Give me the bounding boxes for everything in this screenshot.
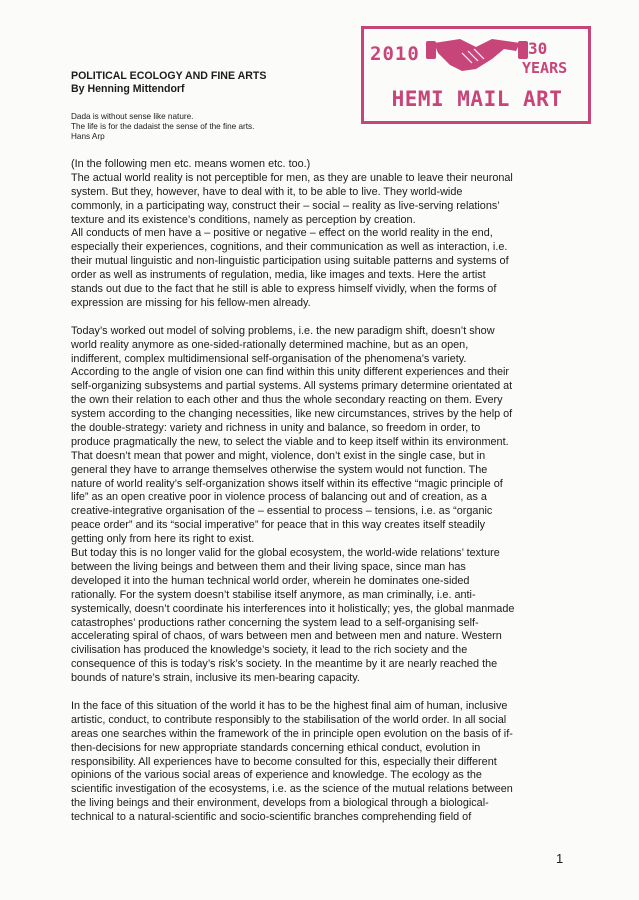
page-number: 1 — [556, 851, 564, 866]
text-line: texture and its existence’s conditions, namely as perception by creation. — [71, 213, 416, 226]
text-line: Today’s worked out model of solving problems, i.e. the new paradigm shift, doesn’t show — [71, 324, 495, 337]
stamp-anniversary-number: 30 — [528, 39, 548, 58]
text-line: developed it into the human technical world order, wherein he dominates one-sided — [71, 574, 470, 587]
text-line: especially their experiences, cognitions, and their communication as well as interaction, i.e. — [71, 241, 508, 254]
text-line: stands out due to the fact that he still is able to express himself vividly, when the forms of — [71, 283, 497, 296]
text-line: peace order” and its “social imperative” for peace that in this way creates itself steadily — [71, 519, 486, 532]
text-line: All conducts of men have a – positive or negative – effect on the world reality in the end, — [71, 227, 493, 240]
text-line: system according to the changing necessities, like new circumstances, strives by the help of — [71, 408, 513, 421]
paragraph — [71, 158, 591, 311]
epigraph — [71, 112, 254, 143]
document-body — [71, 158, 591, 825]
text-line: getting only from here its right to exist. — [71, 533, 255, 546]
text-line: technical to a natural-scientific and socio-scientific branches comprehending field of — [71, 811, 472, 824]
text-line: That doesn’t mean that power and might, violence, don’t exist in the single case, but in — [71, 449, 486, 462]
text-line: order as well as instruments of regulation, media, like images and texts. Here the artist — [71, 269, 486, 282]
text-line: produce pragmatically the new, to select the viable and to keep itself within its environment. — [71, 435, 509, 448]
text-line: creative-integrative organisation of the – essential to process – tensions, i.e. as “organic — [71, 505, 493, 518]
text-line: catastrophes’ productions rather concerning the system lead to a self-organising self- — [71, 616, 479, 629]
document-title: POLITICAL ECOLOGY AND FINE ARTS — [71, 70, 267, 82]
text-line: opinions of the various social areas of experience and knowledge. The ecology as the — [71, 769, 482, 782]
text-line: responsibility. All experiences have to become consulted for this, especially their different — [71, 755, 497, 768]
text-line: areas one searches within the framework of the in principle open evolution on the basis of if- — [71, 727, 513, 740]
text-line: their mutual linguistic and non-linguistic participation using suitable patterns and systems of — [71, 255, 509, 268]
text-line: rationally. For the system doesn’t stabilise itself anymore, as man criminally, i.e. anti- — [71, 588, 476, 601]
paragraph — [71, 700, 591, 825]
text-line: indifferent, complex multidimensional self-organisation of the phenomena’s variety. — [71, 352, 467, 365]
paragraph-gap — [71, 686, 591, 700]
text-line: consequence of this is today’s risk’s society. In the meantime by it are nearly reached the — [71, 658, 498, 671]
text-line: accelerating spiral of chaos, of wars between men and between men and nature. Western — [71, 630, 502, 643]
text-line: scientific investigation of the ecosystems, i.e. as the science of the mutual relations between — [71, 783, 513, 796]
text-line: the living beings and their environment, develops from a biological through a biological- — [71, 797, 489, 810]
stamp-name: HEMI MAIL ART — [391, 87, 563, 111]
text-line: bounds of nature’s strain, inclusive its men-bearing capacity. — [71, 672, 360, 685]
stamp-year: 2010 — [370, 43, 420, 65]
text-line: commonly, in a participating way, construct their – social – reality as live-serving relations’ — [71, 199, 500, 212]
text-line: then-decisions for new appropriate standards concerning ethical conduct, evolution in — [71, 741, 481, 754]
text-line: systemically, doesn’t coordinate his interferences into it holistically; yes, the global manmade — [71, 602, 515, 615]
text-line: the own their relation to each other and thus the whole secondary reacting on them. Every — [71, 394, 503, 407]
text-line: The actual world reality is not perceptible for men, as they are unable to leave their neuronal — [71, 171, 513, 184]
text-line: According to the angle of vision one can find within this unity different experiences and their — [71, 366, 510, 379]
text-line: system. But they, however, have to deal with it, to be able to live. They world-wide — [71, 185, 463, 198]
stamp-anniversary-word: YEARS — [522, 59, 568, 77]
text-line: (In the following men etc. means women etc. too.) — [71, 158, 311, 170]
document-author: By Henning Mittendorf — [71, 83, 185, 95]
text-line: world reality anymore as one-sided-rationally determined machine, but as an open, — [71, 338, 469, 351]
text-line: nature of world reality’s self-organization shows itself within its effective “magic principle of — [71, 477, 503, 490]
epigraph-line: The life is for the dadaist the sense of the fine arts. — [71, 122, 255, 132]
epigraph-line: Dada is without sense like nature. — [71, 112, 194, 121]
text-line: life” as an open creative poor in violence process of balancing out and of creation, as a — [71, 491, 487, 504]
text-line: between the living beings and between them and their living space, since man has — [71, 560, 466, 573]
text-line: artistic, conduct, to contribute responsibly to the stabilisation of the world order. In all social — [71, 713, 507, 726]
paragraph-gap — [71, 311, 591, 325]
text-line: But today this is no longer valid for the global ecosystem, the world-wide relations’ texture — [71, 547, 500, 560]
text-line: the double-strategy: variety and richness in unity and balance, so freedom in order, to — [71, 422, 481, 435]
paragraph — [71, 325, 591, 686]
text-line: self-organizing subsystems and partial systems. All systems primary determine orientated at — [71, 380, 513, 393]
hemi-mail-art-stamp — [361, 26, 591, 124]
text-line: civilisation has produced the knowledge’s society, it lead to the rich society and the — [71, 644, 468, 657]
text-line: In the face of this situation of the world it has to be the highest final aim of human, inclusive — [71, 699, 508, 712]
epigraph-line: Hans Arp — [71, 132, 105, 142]
text-line: general they have to arrange themselves otherwise the system would not function. The — [71, 463, 488, 476]
text-line: expression are missing for his fellow-men already. — [71, 296, 311, 309]
